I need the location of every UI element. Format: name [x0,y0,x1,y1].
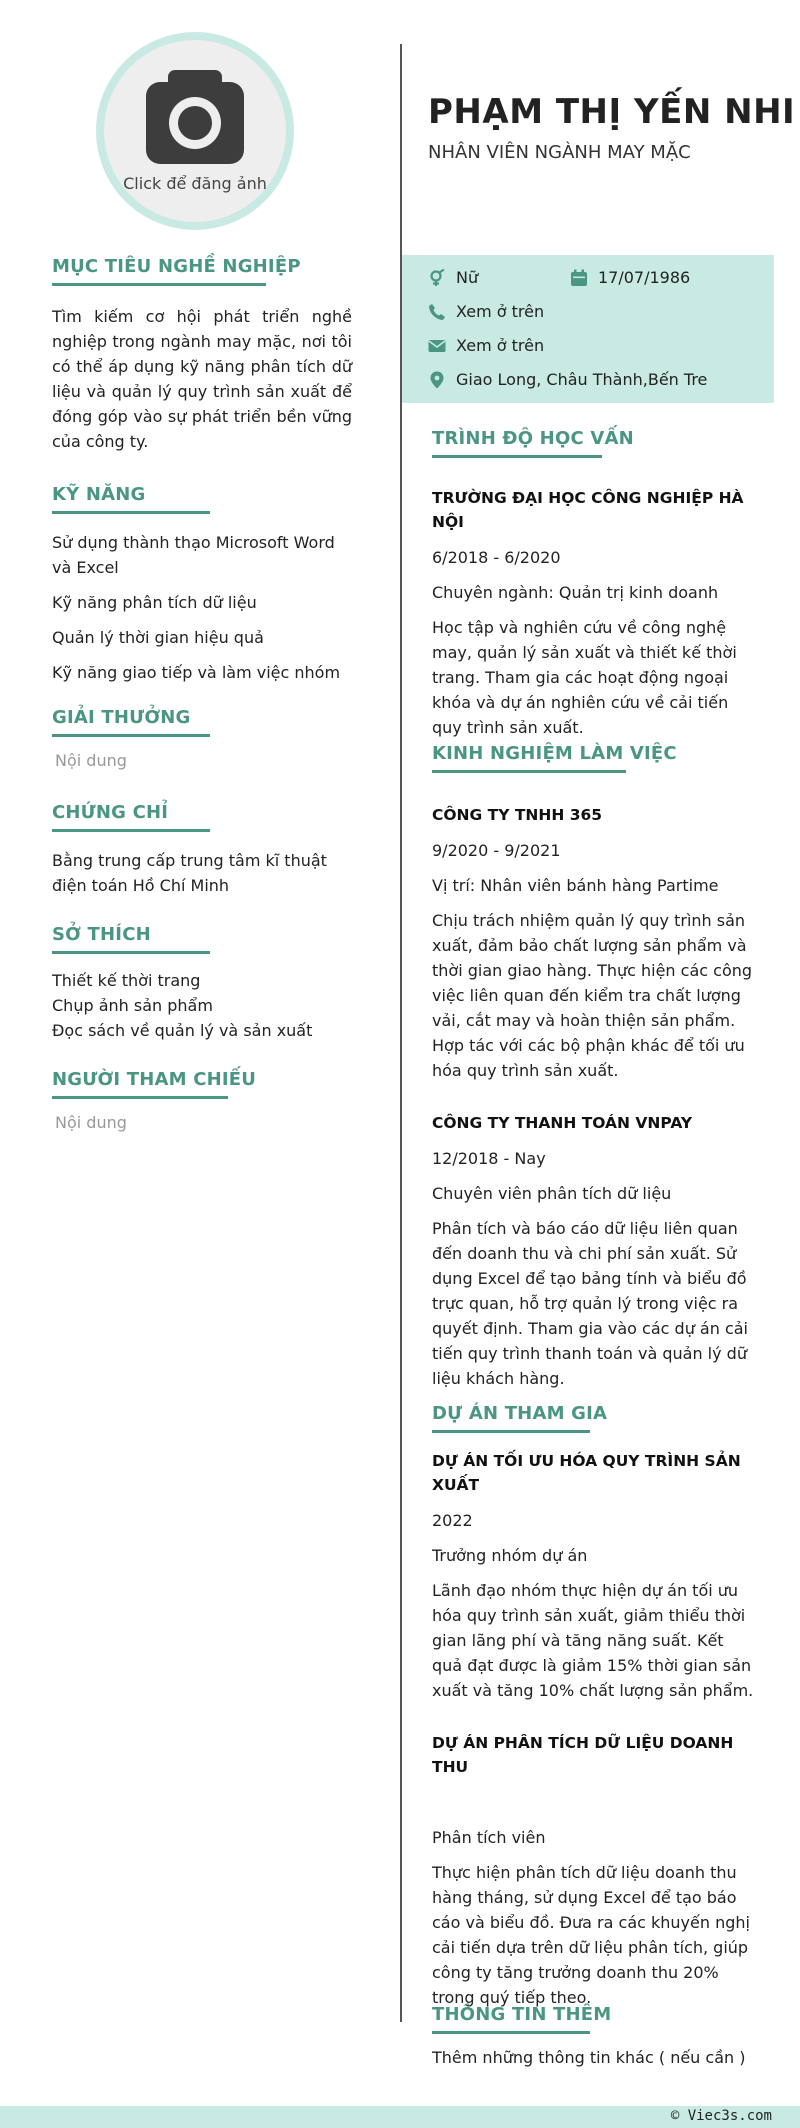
contact-panel [402,255,774,403]
education-school: TRƯỜNG ĐẠI HỌC CÔNG NGHIỆP HÀ NỘI [432,489,744,531]
job-entry [432,803,758,1083]
additional-text: Thêm những thông tin khác ( nếu cần ) [432,2048,746,2067]
project-year [432,1791,758,1815]
education-section [432,428,758,740]
education-period: 6/2018 - 6/2020 [432,548,561,567]
job-position: Vị trí: Nhân viên bánh hàng Partime [432,876,719,895]
projects-title: DỰ ÁN THAM GIA [432,1403,590,1433]
birthday-value: 17/07/1986 [598,268,691,287]
certificates-title: CHỨNG CHỈ [52,802,210,832]
objective-text: Tìm kiếm cơ hội phát triển nghề nghiệp trong ngành may mặc, nơi tôi có thể áp dụng kỹ năng phân tích dữ liệu và quản lý quy trình sản xuất để đóng góp vào sự phát triển bền vững của công ty. [52,307,352,451]
hobbies-title: SỞ THÍCH [52,924,210,954]
skill-item: Kỹ năng giao tiếp và làm việc nhóm [52,663,341,682]
objective-section [52,256,352,454]
job-company: CÔNG TY THANH TOÁN VNPAY [432,1114,693,1132]
references-placeholder[interactable]: Nội dung [55,1113,127,1132]
experience-section [432,743,758,1391]
candidate-name: PHẠM THỊ YẾN NHI [428,92,796,132]
certificates-section [52,802,352,898]
skill-item: Kỹ năng phân tích dữ liệu [52,593,257,612]
job-period: 9/2020 - 9/2021 [432,841,561,860]
contact-email [428,336,544,355]
objective-title: MỤC TIÊU NGHỀ NGHIỆP [52,256,266,286]
hobbies-section [52,924,352,1043]
skills-section [52,484,352,685]
candidate-job-title: NHÂN VIÊN NGÀNH MAY MẶC [428,142,691,163]
address-value: Giao Long, Châu Thành,Bến Tre [456,370,708,389]
project-entry [432,1449,758,1703]
email-value: Xem ở trên [456,336,545,355]
contact-gender [428,268,478,287]
experience-title: KINH NGHIỆM LÀM VIỆC [432,743,626,773]
contact-birthday [570,268,690,287]
project-year: 2022 [432,1511,473,1530]
camera-icon [146,70,244,164]
awards-title: GIẢI THƯỞNG [52,707,210,737]
job-company: CÔNG TY TNHH 365 [432,806,603,824]
education-title: TRÌNH ĐỘ HỌC VẤN [432,428,602,458]
job-period: 12/2018 - Nay [432,1149,546,1168]
education-description: Học tập và nghiên cứu về công nghệ may, quản lý sản xuất và thiết kế thời trang. Tham gia các hoạt động ngoại khóa và dự án nghiên cứu về cải tiến quy trình sản xuất. [432,618,737,737]
job-position: Chuyên viên phân tích dữ liệu [432,1184,672,1203]
phone-value: Xem ở trên [456,302,545,321]
skills-title: KỸ NĂNG [52,484,210,514]
gender-value: Nữ [456,268,479,287]
skill-item: Sử dụng thành thạo Microsoft Word và Excel [52,533,335,577]
project-name: DỰ ÁN PHÂN TÍCH DỮ LIỆU DOANH THU [432,1734,734,1776]
references-title: NGƯỜI THAM CHIẾU [52,1069,228,1099]
contact-phone [428,302,544,321]
left-column [52,256,352,1132]
footer-copyright: © Viec3s.com [670,2108,772,2124]
references-section [52,1069,352,1132]
job-description: Chịu trách nhiệm quản lý quy trình sản xuất, đảm bảo chất lượng sản phẩm và thời gian giao hàng. Thực hiện các công việc liên quan đến kiểm tra chất lượng vải, cắt may và hoàn thiện sản phẩm. Hợp tác với các bộ phận khác để tối ưu hóa quy trình sản xuất. [432,911,753,1080]
project-role: Phân tích viên [432,1828,546,1847]
projects-section [432,1403,758,2010]
calendar-icon [570,269,588,287]
avatar-caption: Click để đăng ảnh [123,174,267,193]
skill-item: Quản lý thời gian hiệu quả [52,628,264,647]
project-role: Trưởng nhóm dự án [432,1546,588,1565]
additional-title: THÔNG TIN THÊM [432,2004,590,2034]
avatar-upload[interactable] [96,32,294,230]
phone-icon [428,303,446,321]
hobby-item: Thiết kế thời trang [52,971,201,990]
project-description: Lãnh đạo nhóm thực hiện dự án tối ưu hóa quy trình sản xuất, giảm thiểu thời gian lãng phí và tăng năng suất. Kết quả đạt được là giảm 15% thời gian sản xuất và tăng 10% chất lượng sản phẩm. [432,1581,754,1700]
hobby-item: Chụp ảnh sản phẩm [52,996,213,1015]
additional-section [432,2004,758,2070]
gender-icon [428,269,446,287]
job-description: Phân tích và báo cáo dữ liệu liên quan đến doanh thu và chi phí sản xuất. Sử dụng Excel để tạo bảng tính và biểu đồ trực quan, hỗ trợ quản lý trong việc ra quyết định. Tham gia vào các dự án cải tiến quy trình thanh toán và quản lý dữ liệu khách hàng. [432,1219,748,1388]
email-icon [428,337,446,355]
contact-address [428,370,707,389]
awards-placeholder[interactable]: Nội dung [55,751,127,770]
awards-section [52,707,352,770]
hobby-item: Đọc sách về quản lý và sản xuất [52,1021,313,1040]
footer-band [0,2106,800,2128]
certificates-text: Bằng trung cấp trung tâm kĩ thuật điện toán Hồ Chí Minh [52,851,327,895]
education-major: Chuyên ngành: Quản trị kinh doanh [432,583,719,602]
job-entry [432,1111,758,1391]
project-description: Thực hiện phân tích dữ liệu doanh thu hàng tháng, sử dụng Excel để tạo báo cáo và biểu đồ. Đưa ra các khuyến nghị cải tiến dựa trên dữ liệu phân tích, giúp công ty tăng trưởng doanh thu 20% trong quý tiếp theo. [432,1863,750,2007]
project-entry [432,1731,758,2010]
location-pin-icon [428,371,446,389]
project-name: DỰ ÁN TỐI ƯU HÓA QUY TRÌNH SẢN XUẤT [432,1452,741,1494]
